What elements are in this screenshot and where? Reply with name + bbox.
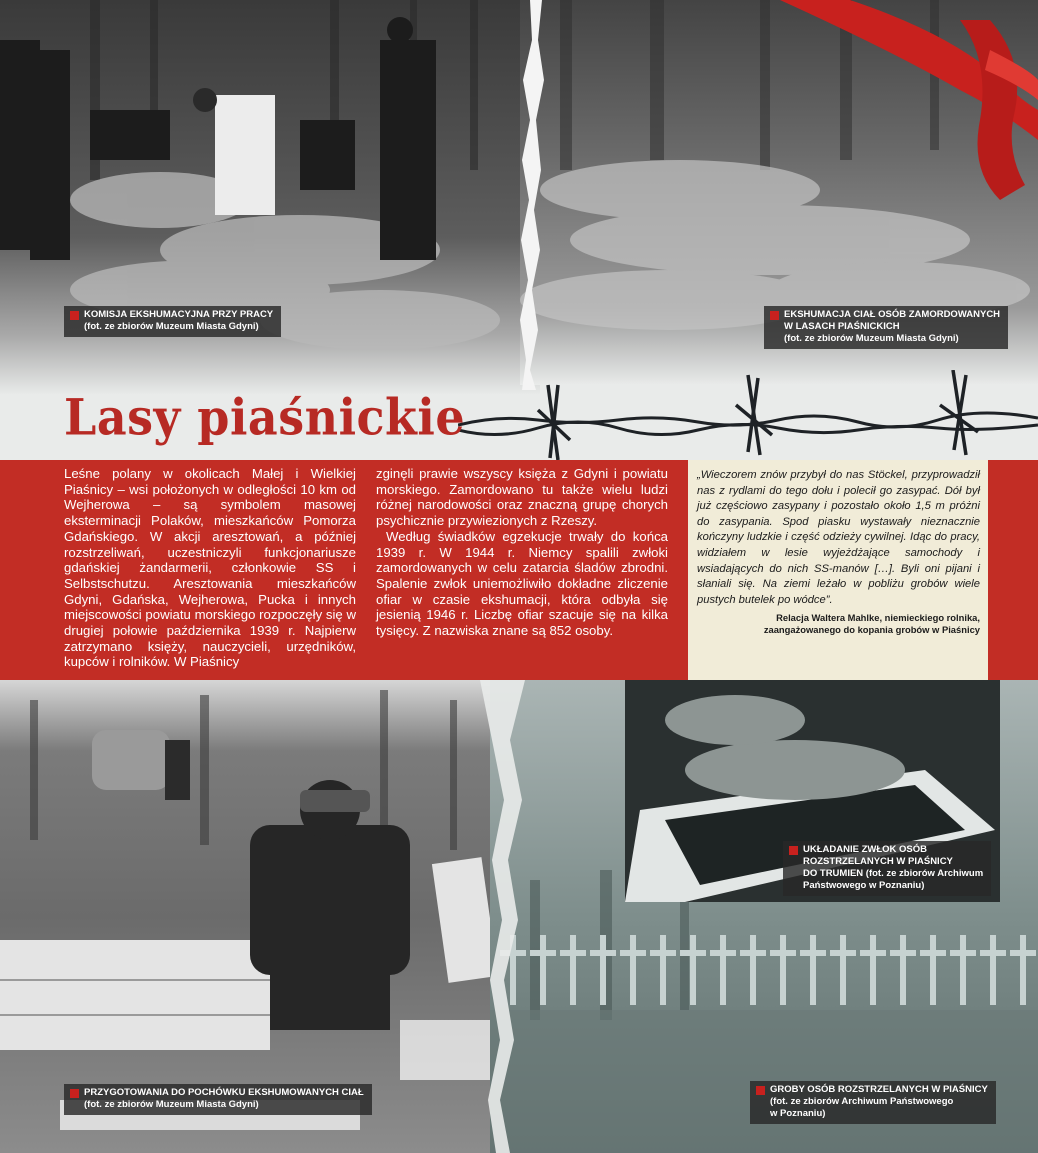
article-column-1: Leśne polany w okolicach Małej i Wielkiej Piaśnicy – wsi położonych w odległości 10 km od Wejherowa – są symbolem masowej eksterminacji Polaków, mieszkańców Pomorza Gdańskiego. W akcji aresztowań, a później rozstrzeliwań, uczestniczyli funkcjonariusze gdańskiej żandarmerii, członkowie SS i Selbstschutzu. Aresztowania mieszkańców Gdyni, Gdańska, Wejherowa, Pucka i innych miejscowości powiatu morskiego rozpoczęły się w drugiej połowie października 1939 r. Najpierw zatrzymano księży, nauczycieli, urzędników, kupców i rolników. W Piaśnicy [64, 466, 356, 670]
witness-quote-source: Relacja Waltera Mahlke, niemieckiego rolnika, zaangażowanego do kopania grobów w Piaśnicy [763, 612, 980, 636]
article-paragraph: Według świadków egzekucje trwały do końca 1939 r. W 1944 r. Niemcy spalili zwłoki zamordowanych w celu zatarcia śladów zbrodni. Spalenie zwłok uniemożliwiło dokładne zliczenie ofiar w czasie ekshumacji, która odbyła się jesienią 1946 r. Liczbę ofiar szacuje się na kilka tysięcy. Z nazwiska znane są 852 osoby. [376, 528, 668, 639]
torn-edge-top [508, 0, 558, 390]
article-column-2 [376, 466, 668, 639]
caption-marker-icon [70, 1089, 79, 1098]
caption-marker-icon [756, 1086, 765, 1095]
torn-edge-bottom [470, 680, 540, 1153]
article-paragraph: zginęli prawie wszyscy księża z Gdyni i powiatu morskiego. Zamordowano tu także wielu ludzi różnej narodowości oraz znaczną grupę chorych psychicznie przywiezionych z Rzeszy. [376, 466, 668, 529]
caption-coffins: UKŁADANIE ZWŁOK OSÓB ROZSTRZELANYCH W PIAŚNICY DO TRUMIEN (fot. ze zbiorów Archiwum Państwowego w Poznaniu) [783, 841, 991, 896]
caption-marker-icon [789, 846, 798, 855]
page-title: Lasy piaśnickie [64, 388, 466, 447]
barbed-wire-icon [458, 370, 1038, 460]
witness-quote-text: „Wieczorem znów przybył do nas Stöckel, przyprowadził nas z rydlami do tego dołu i polecił go zasypać. Dół był już częściowo zasypany i pozostało około 1,5 m próżni do zasypania. Spod piasku wystawały nieznacznie kończyny ludzkie i część odzieży cywilnej. Idąc do pracy, widziałem w lesie wyjeżdżające samochody i wsiadających do nich SS-manów […]. Byli oni pijani i słaniali się. Na ziemi leżało w pobliżu grobów wiele pustych butelek po wódce”. [697, 469, 980, 606]
caption-marker-icon [770, 311, 779, 320]
caption-exhumation: EKSHUMACJA CIAŁ OSÓB ZAMORDOWANYCH W LASACH PIAŚNICKICH (fot. ze zbiorów Muzeum Miasta Gdyni) [764, 306, 1008, 349]
photo-coffin-preparation [0, 680, 520, 1153]
witness-quote-box [688, 460, 988, 680]
caption-graves: GROBY OSÓB ROZSTRZELANYCH W PIAŚNICY (fot. ze zbiorów Archiwum Państwowego w Poznaniu) [750, 1081, 996, 1124]
caption-marker-icon [70, 311, 79, 320]
caption-commission: KOMISJA EKSHUMACYJNA PRZY PRACY (fot. ze zbiorów Muzeum Miasta Gdyni) [64, 306, 281, 337]
caption-burial-preparation: PRZYGOTOWANIA DO POCHÓWKU EKSHUMOWANYCH CIAŁ (fot. ze zbiorów Muzeum Miasta Gdyni) [64, 1084, 372, 1115]
